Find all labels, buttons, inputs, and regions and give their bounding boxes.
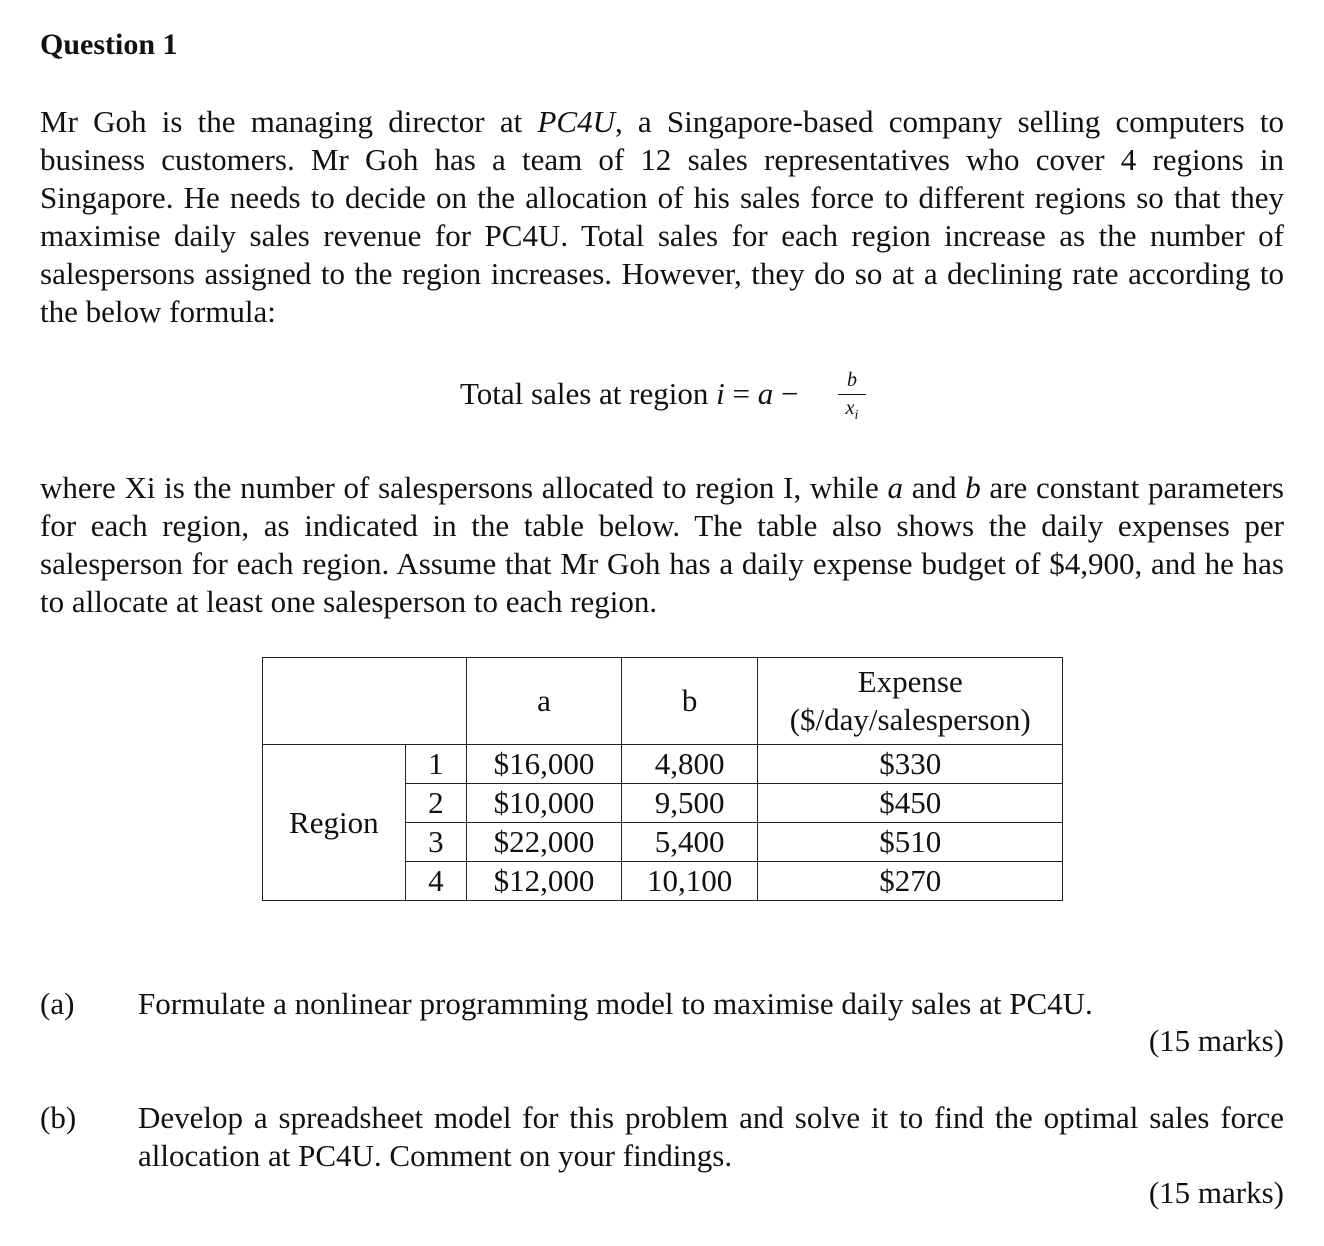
formula-lhs: Total sales at region i = a − [460,376,799,411]
b-value: 4,800 [621,745,758,784]
header-b: b [621,658,758,745]
a-value: $16,000 [467,745,622,784]
a-value: $10,000 [467,784,622,823]
question-title: Question 1 [40,28,178,61]
a-value: $22,000 [467,823,622,862]
region-label: Region [263,745,406,901]
region-number: 2 [405,784,467,823]
expense-value: $270 [758,862,1063,901]
header-empty-cell [263,658,467,745]
b-value: 5,400 [621,823,758,862]
region-number: 4 [405,862,467,901]
formula-fraction [838,368,866,427]
question-b-label: (b) [40,1100,77,1135]
intro-paragraph: Mr Goh is the managing director at PC4U, a Singapore-based company selling computers to business customers. Mr Goh has a team of 12 sales representatives who cover 4 regions in Singapore. He needs to decide on the allocation of his sales force to different regions so that they maximise daily sales revenue for PC4U. Total sales for each region increase as the number of salespersons assigned to the region increases. However, they do so at a declining rate according to the below formula: [40,104,1284,329]
region-number: 3 [405,823,467,862]
header-a: a [467,658,622,745]
region-number: 1 [405,745,467,784]
expense-value: $330 [758,745,1063,784]
explanation-paragraph: where Xi is the number of salespersons allocated to region I, while a and b are constant parameters for each region, as indicated in the table below. The table also shows the daily expenses per salesperson for each region. Assume that Mr Goh has a daily expense budget of $4,900, and he has to allocate at least one salesperson to each region. [40,470,1284,619]
expense-value: $450 [758,784,1063,823]
formula-denominator: $x_i$ [845,397,859,423]
header-expense: Expense ($/day/salesperson) [758,658,1063,745]
formula-numerator: b [847,369,857,391]
a-value: $12,000 [467,862,622,901]
table-row [263,745,1063,784]
expense-value: $510 [758,823,1063,862]
b-value: 9,500 [621,784,758,823]
question-a-label: (a) [40,986,75,1021]
question-a-marks: (15 marks) [1148,1023,1284,1058]
company-name: PC4U [537,104,615,139]
fraction-bar [838,394,866,395]
question-a-text: Formulate a nonlinear programming model to maximise daily sales at PC4U. [138,986,1093,1021]
region-parameters-table [262,657,1063,901]
b-value: 10,100 [621,862,758,901]
question-b-text: Develop a spreadsheet model for this problem and solve it to find the optimal sales force allocation at PC4U. Comment on your findings. [138,1100,1284,1173]
question-b-marks: (15 marks) [1148,1175,1284,1210]
table-header-row [263,658,1063,745]
